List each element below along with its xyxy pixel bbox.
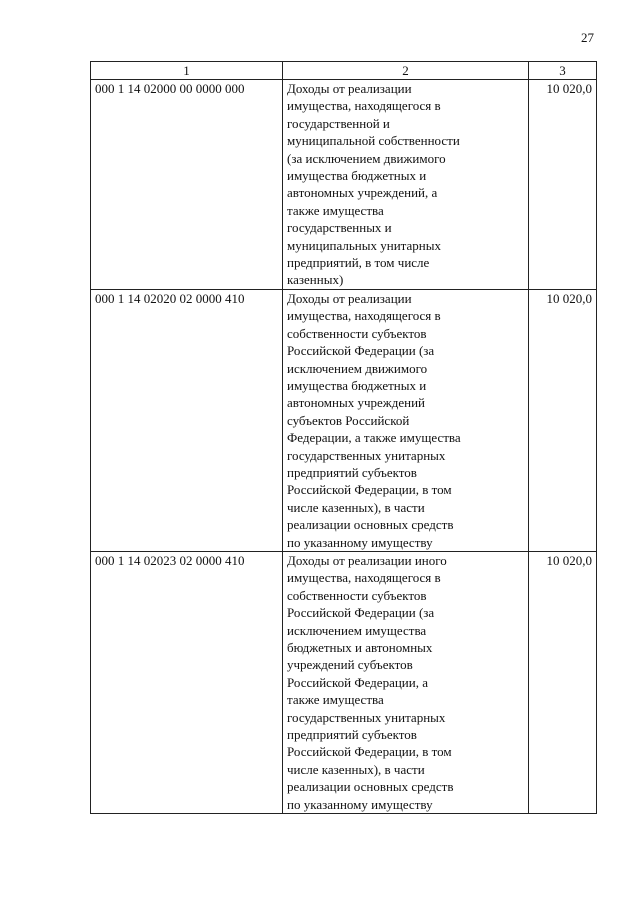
- description-line: государственной и: [287, 115, 390, 131]
- description-line: Российской Федерации (за: [287, 605, 435, 621]
- revenue-description: [283, 551, 529, 813]
- description-line: реализации основных средств: [287, 779, 454, 795]
- description-line: по указанному имуществу: [287, 796, 433, 812]
- description-line: муниципальной собственности: [287, 133, 460, 149]
- description-line: автономных учреждений, а: [287, 185, 438, 201]
- description-line: бюджетных и автономных: [287, 640, 433, 655]
- description-line: исключением движимого: [287, 360, 428, 376]
- description-line: Российской Федерации (за: [287, 343, 435, 359]
- description-line: исключением имущества: [287, 622, 427, 638]
- revenue-amount: 10 020,0: [529, 551, 597, 813]
- table-row: [91, 289, 597, 551]
- column-header-3: 3: [529, 62, 597, 80]
- table-body: [91, 80, 597, 814]
- description-line: также имущества: [287, 202, 384, 218]
- table-header-row: [91, 62, 597, 80]
- revenue-description: [283, 289, 529, 551]
- revenue-amount: 10 020,0: [529, 289, 597, 551]
- column-header-1: 1: [91, 62, 283, 80]
- description-line: числе казенных), в части: [287, 499, 425, 515]
- description-line: имущества бюджетных и: [287, 377, 427, 393]
- description-line: государственных и: [287, 220, 392, 236]
- description-line: муниципальных унитарных: [287, 237, 441, 253]
- description-line: собственности субъектов: [287, 587, 427, 603]
- description-line: учреждений субъектов: [287, 657, 413, 673]
- budget-classification-code: 000 1 14 02000 00 0000 000: [91, 80, 283, 290]
- description-line: Доходы от реализации: [287, 290, 412, 306]
- description-line: имущества, находящегося в: [287, 308, 441, 324]
- description-line: государственных унитарных: [287, 447, 446, 463]
- revenue-description: [283, 80, 529, 290]
- table-row: [91, 551, 597, 813]
- description-line: Доходы от реализации иного: [287, 552, 447, 568]
- description-line: по указанному имуществу: [287, 534, 433, 550]
- description-line: собственности субъектов: [287, 325, 427, 341]
- description-line: предприятий субъектов: [287, 464, 417, 480]
- description-line: государственных унитарных: [287, 709, 446, 725]
- description-line: имущества, находящегося в: [287, 98, 441, 114]
- table-row: [91, 80, 597, 290]
- description-line: Российской Федерации, в том: [287, 744, 452, 760]
- description-line: автономных учреждений: [287, 395, 426, 411]
- description-line: предприятий, в том числе: [287, 255, 430, 271]
- description-line: реализации основных средств: [287, 517, 454, 533]
- budget-classification-code: 000 1 14 02020 02 0000 410: [91, 289, 283, 551]
- description-line: числе казенных), в части: [287, 761, 425, 777]
- description-line: Российской Федерации, в том: [287, 482, 452, 498]
- description-line: также имущества: [287, 692, 384, 708]
- page-number: 27: [581, 30, 594, 45]
- budget-classification-code: 000 1 14 02023 02 0000 410: [91, 551, 283, 813]
- description-line: имущества, находящегося в: [287, 570, 441, 586]
- description-line: казенных): [287, 272, 344, 288]
- column-header-2: 2: [283, 62, 529, 80]
- budget-revenue-table: [90, 61, 597, 814]
- description-line: предприятий субъектов: [287, 727, 417, 743]
- description-line: (за исключением движимого: [287, 150, 446, 166]
- description-line: имущества бюджетных и: [287, 168, 427, 184]
- description-line: Доходы от реализации: [287, 81, 412, 96]
- description-line: Федерации, а также имущества: [287, 430, 461, 446]
- description-line: Российской Федерации, а: [287, 674, 428, 690]
- description-line: субъектов Российской: [287, 412, 410, 428]
- revenue-amount: 10 020,0: [529, 80, 597, 290]
